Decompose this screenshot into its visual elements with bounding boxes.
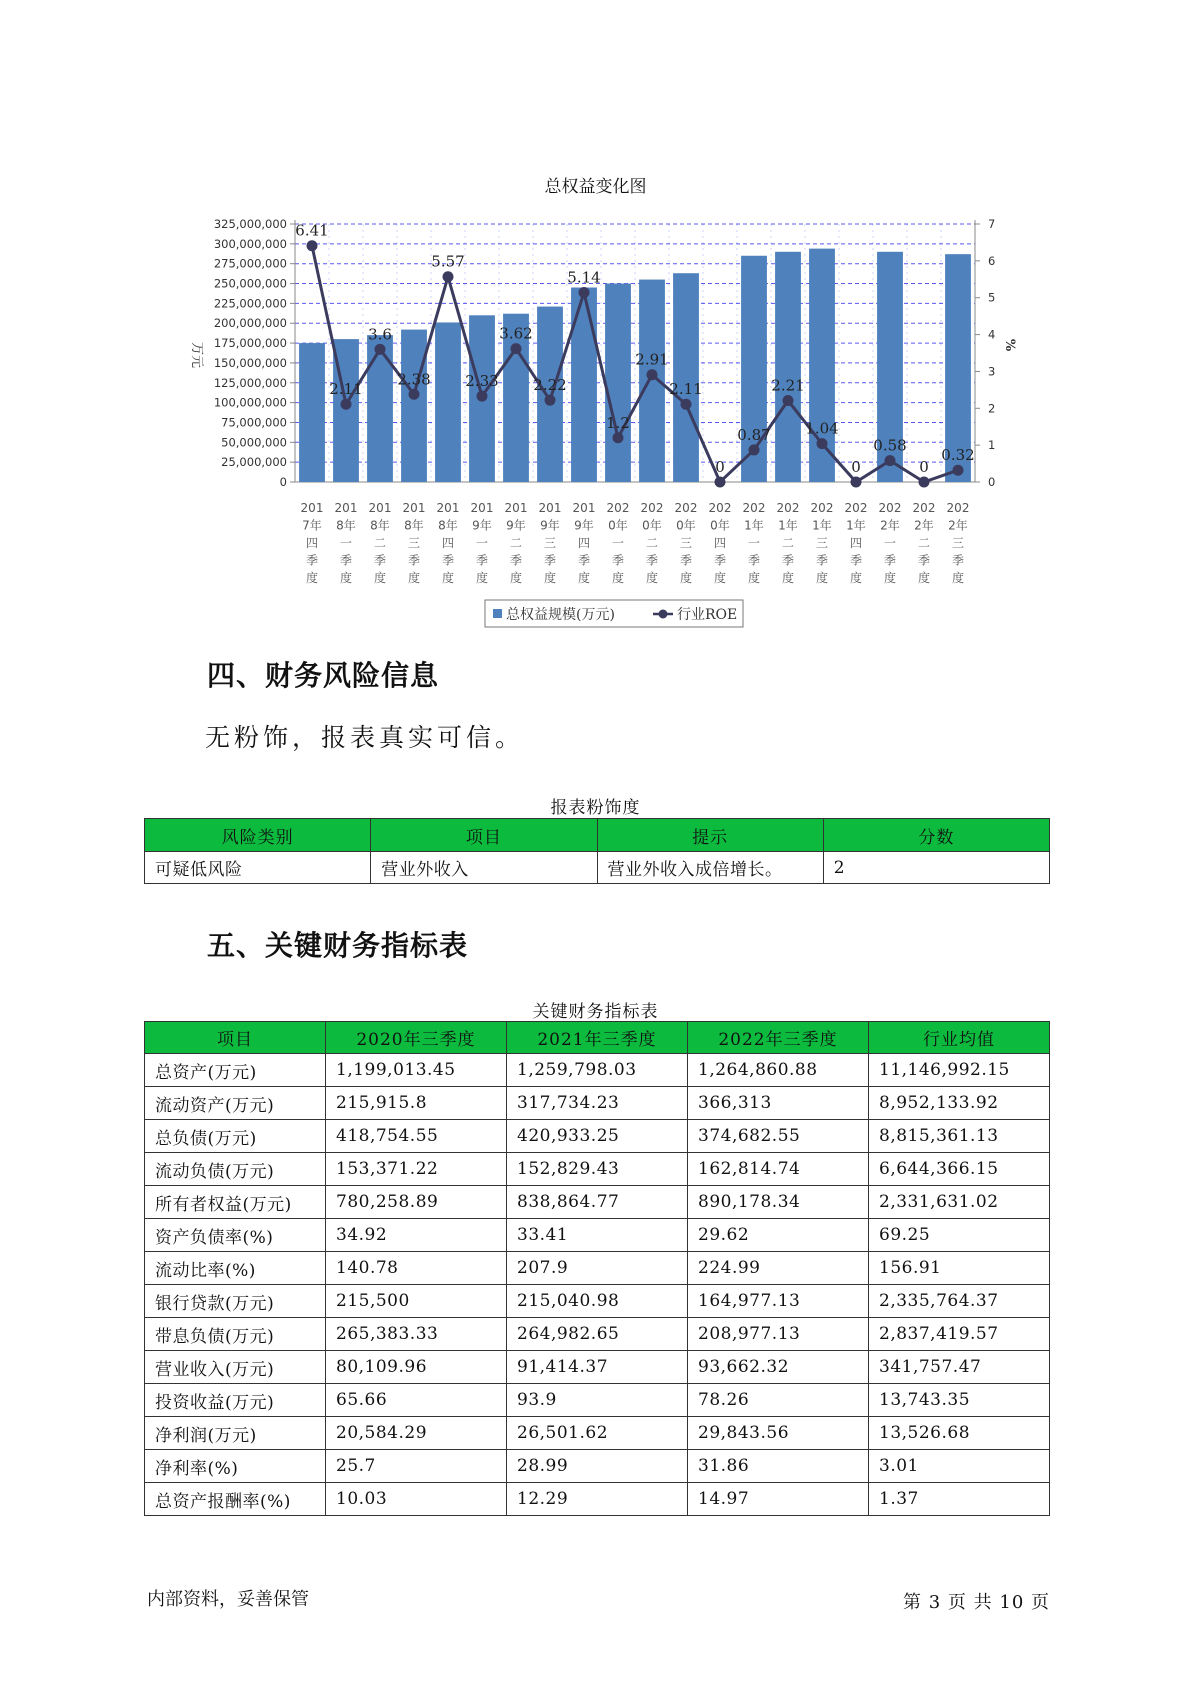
y-tick-label: 275,000,000 xyxy=(213,256,287,271)
legend-bar-swatch xyxy=(493,609,502,618)
metrics-table-cell: 净利润(万元) xyxy=(145,1417,326,1450)
x-category-label: 202 1年四季度 xyxy=(844,501,868,585)
chart-title: 总权益变化图 xyxy=(544,177,647,197)
roe-point xyxy=(647,369,658,380)
metrics-table-row xyxy=(145,1318,1050,1351)
metrics-table-cell: 78.26 xyxy=(688,1384,869,1417)
y2-tick-label: 7 xyxy=(988,217,996,231)
metrics-table-cell: 1,199,013.45 xyxy=(326,1054,507,1087)
metrics-table-cell: 总负债(万元) xyxy=(145,1120,326,1153)
metrics-table-cell: 流动资产(万元) xyxy=(145,1087,326,1120)
roe-point xyxy=(749,444,760,455)
roe-data-label: 0 xyxy=(715,458,725,476)
metrics-table-cell: 317,734.23 xyxy=(507,1087,688,1120)
metrics-table-cell: 8,952,133.92 xyxy=(869,1087,1050,1120)
y-tick-label: 0 xyxy=(279,475,287,489)
risk-table-row xyxy=(145,852,1050,884)
risk-table-header-cell: 项目 xyxy=(371,819,597,852)
metrics-table-header-cell: 2020年三季度 xyxy=(326,1022,507,1054)
y-tick-label: 125,000,000 xyxy=(213,375,287,390)
metrics-table-row xyxy=(145,1219,1050,1252)
metrics-table-cell: 208,977.13 xyxy=(688,1318,869,1351)
risk-table-header-cell: 提示 xyxy=(597,819,823,852)
bar xyxy=(775,252,801,482)
metrics-table-cell: 890,178.34 xyxy=(688,1186,869,1219)
metrics-table-cell: 80,109.96 xyxy=(326,1351,507,1384)
roe-point xyxy=(341,399,352,410)
metrics-table-cell: 29.62 xyxy=(688,1219,869,1252)
roe-point xyxy=(715,477,726,488)
roe-point xyxy=(681,399,692,410)
metrics-table-cell: 93.9 xyxy=(507,1384,688,1417)
metrics-table-cell: 所有者权益(万元) xyxy=(145,1186,326,1219)
roe-data-label: 0.32 xyxy=(941,446,975,465)
metrics-table-row xyxy=(145,1384,1050,1417)
section-4-text: 无粉饰，报表真实可信。 xyxy=(205,723,525,752)
metrics-table-header-cell: 2021年三季度 xyxy=(507,1022,688,1054)
x-category-label: 202 1年二季度 xyxy=(776,501,800,585)
metrics-table-cell: 34.92 xyxy=(326,1219,507,1252)
metrics-table-cell: 366,313 xyxy=(688,1087,869,1120)
metrics-table-row xyxy=(145,1087,1050,1120)
roe-data-label: 6.41 xyxy=(295,221,329,240)
roe-data-label: 1.2 xyxy=(606,413,630,432)
metrics-table-row xyxy=(145,1285,1050,1318)
y-tick-label: 250,000,000 xyxy=(213,276,287,291)
bar xyxy=(367,335,393,482)
metrics-table-cell: 26,501.62 xyxy=(507,1417,688,1450)
metrics-table-cell: 11,146,992.15 xyxy=(869,1054,1050,1087)
bar xyxy=(537,307,563,482)
bar xyxy=(299,343,325,482)
metrics-table-cell: 264,982.65 xyxy=(507,1318,688,1351)
metrics-table-cell: 13,526.68 xyxy=(869,1417,1050,1450)
x-category-label: 202 0年二季度 xyxy=(640,501,664,585)
metrics-table-cell: 156.91 xyxy=(869,1252,1050,1285)
metrics-table-cell: 207.9 xyxy=(507,1252,688,1285)
risk-table-cell: 营业外收入成倍增长。 xyxy=(597,852,823,884)
metrics-table-header-cell: 行业均值 xyxy=(869,1022,1050,1054)
legend-line-label: 行业ROE xyxy=(677,607,738,623)
metrics-table-cell: 162,814.74 xyxy=(688,1153,869,1186)
metrics-table-cell: 10.03 xyxy=(326,1483,507,1516)
x-category-label: 202 2年二季度 xyxy=(912,501,936,585)
metrics-table-cell: 2,837,419.57 xyxy=(869,1318,1050,1351)
roe-data-label: 5.57 xyxy=(431,252,465,271)
metrics-table-cell: 投资收益(万元) xyxy=(145,1384,326,1417)
metrics-table-cell: 8,815,361.13 xyxy=(869,1120,1050,1153)
metrics-table-cell: 14.97 xyxy=(688,1483,869,1516)
y-tick-label: 225,000,000 xyxy=(213,296,287,311)
metrics-table-header-row xyxy=(145,1022,1050,1054)
metrics-table-cell: 374,682.55 xyxy=(688,1120,869,1153)
metrics-table-cell: 164,977.13 xyxy=(688,1285,869,1318)
risk-table-cell: 营业外收入 xyxy=(371,852,597,884)
metrics-table-cell: 33.41 xyxy=(507,1219,688,1252)
roe-data-label: 2.11 xyxy=(329,380,363,399)
metrics-table-cell: 140.78 xyxy=(326,1252,507,1285)
y-tick-label: 300,000,000 xyxy=(213,236,287,251)
roe-data-label: 3.6 xyxy=(368,325,392,344)
metrics-table-cell: 341,757.47 xyxy=(869,1351,1050,1384)
metrics-table-header-cell: 2022年三季度 xyxy=(688,1022,869,1054)
risk-table-header-cell: 分数 xyxy=(823,819,1049,852)
y2-tick-label: 1 xyxy=(988,438,996,453)
metrics-table-cell: 12.29 xyxy=(507,1483,688,1516)
x-category-label: 201 9年二季度 xyxy=(504,501,528,585)
metrics-table-cell: 153,371.22 xyxy=(326,1153,507,1186)
y2-tick-label: 3 xyxy=(988,364,996,379)
x-category-label: 202 2年三季度 xyxy=(946,501,970,585)
legend-line-marker xyxy=(659,610,668,619)
roe-data-label: 5.14 xyxy=(567,268,601,287)
metrics-table-cell: 152,829.43 xyxy=(507,1153,688,1186)
metrics-table-cell: 2,331,631.02 xyxy=(869,1186,1050,1219)
y2-tick-label: 0 xyxy=(988,475,996,489)
x-category-label: 201 8年二季度 xyxy=(368,501,392,585)
metrics-table-cell: 25.7 xyxy=(326,1450,507,1483)
roe-point xyxy=(919,477,930,488)
metrics-table-cell: 银行贷款(万元) xyxy=(145,1285,326,1318)
y-axis-title: 万元 xyxy=(189,341,204,369)
risk-table-header-cell: 风险类别 xyxy=(145,819,371,852)
x-category-label: 202 1年一季度 xyxy=(742,501,766,585)
risk-table-cell: 2 xyxy=(823,852,1049,884)
metrics-table-cell: 净利率(%) xyxy=(145,1450,326,1483)
metrics-table-row xyxy=(145,1252,1050,1285)
metrics-table-cell: 29,843.56 xyxy=(688,1417,869,1450)
roe-point xyxy=(511,343,522,354)
metrics-table-row xyxy=(145,1417,1050,1450)
metrics-table-cell: 418,754.55 xyxy=(326,1120,507,1153)
y-tick-label: 50,000,000 xyxy=(221,435,287,450)
roe-point xyxy=(579,287,590,298)
metrics-table xyxy=(144,1021,1050,1516)
metrics-table-row xyxy=(145,1351,1050,1384)
x-category-label: 202 0年三季度 xyxy=(674,501,698,585)
roe-point xyxy=(307,240,318,251)
metrics-table-cell: 224.99 xyxy=(688,1252,869,1285)
metrics-table-cell: 资产负债率(%) xyxy=(145,1219,326,1252)
metrics-table-cell: 总资产(万元) xyxy=(145,1054,326,1087)
metrics-table-cell: 2,335,764.37 xyxy=(869,1285,1050,1318)
metrics-table-row xyxy=(145,1186,1050,1219)
y-tick-label: 200,000,000 xyxy=(213,316,287,331)
metrics-table-cell: 流动负债(万元) xyxy=(145,1153,326,1186)
metrics-table-cell: 420,933.25 xyxy=(507,1120,688,1153)
section-4-heading: 四、财务风险信息 xyxy=(207,659,440,692)
roe-data-label: 0 xyxy=(919,458,929,476)
y2-tick-label: 6 xyxy=(988,253,996,268)
roe-data-label: 2.21 xyxy=(771,376,805,395)
roe-data-label: 3.62 xyxy=(499,324,533,343)
roe-data-label: 2.11 xyxy=(669,380,703,399)
metrics-table-row xyxy=(145,1153,1050,1186)
metrics-table-cell: 93,662.32 xyxy=(688,1351,869,1384)
footer-confidential-note: 内部资料，妥善保管 xyxy=(147,1589,309,1610)
metrics-table-cell: 13,743.35 xyxy=(869,1384,1050,1417)
metrics-table-cell: 流动比率(%) xyxy=(145,1252,326,1285)
risk-table xyxy=(144,818,1050,884)
roe-point xyxy=(817,438,828,449)
metrics-table-cell: 营业收入(万元) xyxy=(145,1351,326,1384)
metrics-table-row xyxy=(145,1054,1050,1087)
metrics-table-cell: 总资产报酬率(%) xyxy=(145,1483,326,1516)
x-category-label: 201 9年四季度 xyxy=(572,501,596,585)
metrics-table-cell: 91,414.37 xyxy=(507,1351,688,1384)
x-category-label: 201 8年四季度 xyxy=(436,501,460,585)
metrics-table-cell: 215,500 xyxy=(326,1285,507,1318)
metrics-table-row xyxy=(145,1483,1050,1516)
metrics-table-cell: 1.37 xyxy=(869,1483,1050,1516)
x-category-label: 202 0年一季度 xyxy=(606,501,630,585)
roe-point xyxy=(409,389,420,400)
x-category-label: 202 0年四季度 xyxy=(708,501,732,585)
metrics-table-caption: 关键财务指标表 xyxy=(532,1002,659,1022)
roe-point xyxy=(613,432,624,443)
y-tick-label: 325,000,000 xyxy=(213,217,287,231)
equity-chart xyxy=(0,0,1191,640)
metrics-table-cell: 20,584.29 xyxy=(326,1417,507,1450)
metrics-table-cell: 215,040.98 xyxy=(507,1285,688,1318)
footer-page-number: 第 3 页 共 10 页 xyxy=(903,1592,1050,1613)
roe-data-label: 2.33 xyxy=(465,372,499,391)
bar xyxy=(673,273,699,482)
metrics-table-row xyxy=(145,1450,1050,1483)
x-category-label: 201 7年四季度 xyxy=(300,501,324,585)
risk-table-caption: 报表粉饰度 xyxy=(550,798,641,818)
metrics-table-cell: 3.01 xyxy=(869,1450,1050,1483)
metrics-table-cell: 28.99 xyxy=(507,1450,688,1483)
y2-axis-title: % xyxy=(1002,338,1017,352)
roe-data-label: 2.22 xyxy=(533,376,567,395)
metrics-table-cell: 69.25 xyxy=(869,1219,1050,1252)
metrics-table-row xyxy=(145,1120,1050,1153)
metrics-table-cell: 1,264,860.88 xyxy=(688,1054,869,1087)
roe-data-label: 2.91 xyxy=(635,350,669,369)
section-5-heading: 五、关键财务指标表 xyxy=(207,929,469,962)
roe-point xyxy=(885,455,896,466)
y-tick-label: 175,000,000 xyxy=(213,336,287,351)
roe-point xyxy=(783,395,794,406)
roe-point xyxy=(477,391,488,402)
risk-table-header-row xyxy=(145,819,1050,852)
y-tick-label: 75,000,000 xyxy=(221,415,287,430)
x-category-label: 202 2年一季度 xyxy=(878,501,902,585)
y-tick-label: 150,000,000 xyxy=(213,355,287,370)
x-category-label: 201 9年一季度 xyxy=(470,501,494,585)
y-tick-label: 25,000,000 xyxy=(221,455,287,470)
metrics-table-header-cell: 项目 xyxy=(145,1022,326,1054)
roe-data-label: 2.38 xyxy=(397,370,431,389)
y2-tick-label: 5 xyxy=(988,290,996,305)
roe-point xyxy=(953,465,964,476)
roe-data-label: 0 xyxy=(851,458,861,476)
roe-data-label: 0.87 xyxy=(737,425,771,444)
x-category-label: 201 9年三季度 xyxy=(538,501,562,585)
roe-point xyxy=(443,271,454,282)
metrics-table-cell: 215,915.8 xyxy=(326,1087,507,1120)
metrics-table-cell: 6,644,366.15 xyxy=(869,1153,1050,1186)
x-category-label: 202 1年三季度 xyxy=(810,501,834,585)
y-tick-label: 100,000,000 xyxy=(213,395,287,410)
bar xyxy=(401,330,427,482)
roe-point xyxy=(545,395,556,406)
roe-point xyxy=(851,477,862,488)
y2-tick-label: 4 xyxy=(988,327,996,342)
bar xyxy=(435,322,461,482)
roe-data-label: 1.04 xyxy=(805,419,839,438)
bar xyxy=(605,284,631,482)
metrics-table-cell: 1,259,798.03 xyxy=(507,1054,688,1087)
metrics-table-cell: 265,383.33 xyxy=(326,1318,507,1351)
y2-tick-label: 2 xyxy=(988,401,996,416)
metrics-table-cell: 780,258.89 xyxy=(326,1186,507,1219)
legend-bar-label: 总权益规模(万元) xyxy=(506,607,615,623)
metrics-table-cell: 65.66 xyxy=(326,1384,507,1417)
x-category-label: 201 8年三季度 xyxy=(402,501,426,585)
roe-data-label: 0.58 xyxy=(873,436,907,455)
metrics-table-cell: 838,864.77 xyxy=(507,1186,688,1219)
metrics-table-cell: 带息负债(万元) xyxy=(145,1318,326,1351)
metrics-table-cell: 31.86 xyxy=(688,1450,869,1483)
roe-point xyxy=(375,344,386,355)
x-category-label: 201 8年一季度 xyxy=(334,501,358,585)
risk-table-cell: 可疑低风险 xyxy=(145,852,371,884)
